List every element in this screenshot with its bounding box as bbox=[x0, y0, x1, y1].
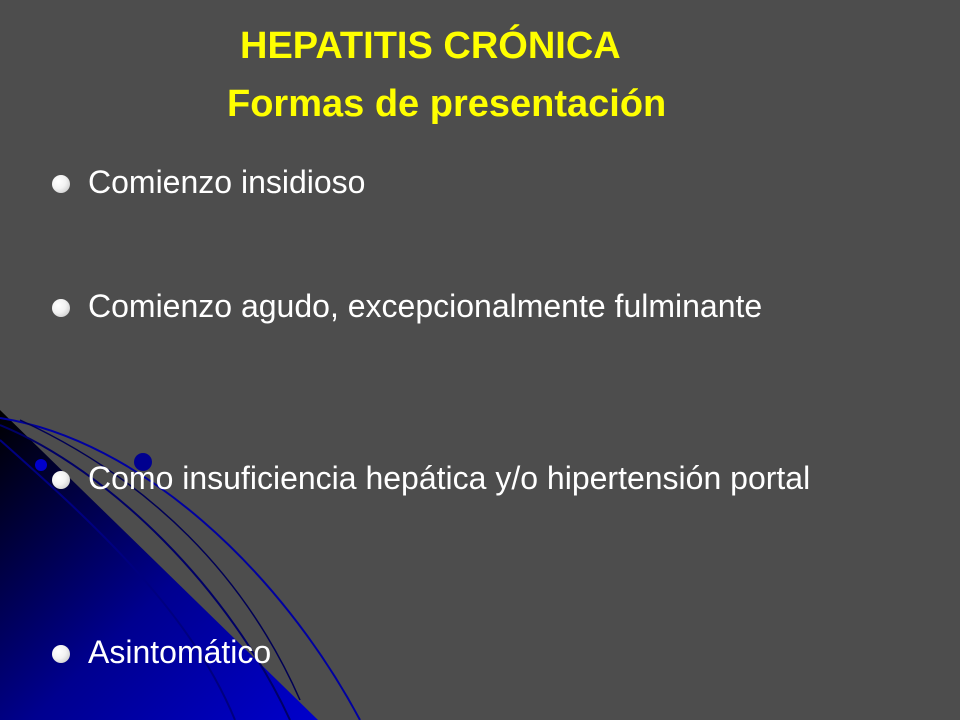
bullet-dot-icon bbox=[52, 471, 70, 489]
bullet-text: Comienzo agudo, excepcionalmente fulminante bbox=[88, 288, 763, 324]
bullet-text: Comienzo insidioso bbox=[88, 164, 366, 200]
slide-subtitle: Formas de presentación bbox=[227, 83, 667, 125]
bullet-dot-icon bbox=[52, 299, 70, 317]
slide-title: HEPATITIS CRÓNICA bbox=[240, 25, 621, 67]
bullet-text: Como insuficiencia hepática y/o hipertensión portal bbox=[88, 460, 811, 496]
bullet-dot-icon bbox=[52, 645, 70, 663]
bullet-text: Asintomático bbox=[88, 634, 272, 670]
bullet-dot-icon bbox=[52, 175, 70, 193]
